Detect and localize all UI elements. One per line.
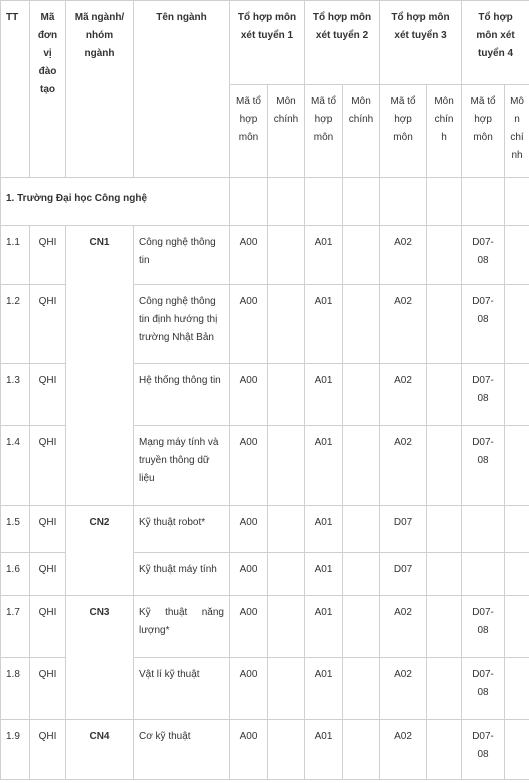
row-tt: 1.2 [1, 285, 30, 364]
row-main-3 [427, 226, 462, 285]
row-main-1 [268, 596, 305, 658]
row-combo-3: A02 [380, 364, 427, 426]
row-unit: QHI [30, 596, 66, 658]
row-main-2 [343, 285, 380, 364]
row-main-2 [343, 364, 380, 426]
row-main-1 [268, 226, 305, 285]
row-combo-3: A02 [380, 285, 427, 364]
row-main-1 [268, 364, 305, 426]
row-combo-4: D07-08 [462, 285, 505, 364]
row-tt: 1.3 [1, 364, 30, 426]
header-row [1, 1, 529, 85]
row-main-3 [427, 658, 462, 720]
row-major-name: Kỹ thuật năng lượng* [134, 596, 230, 658]
row-combo-2: A01 [305, 596, 343, 658]
row-combo-2: A01 [305, 364, 343, 426]
row-combo-3: A02 [380, 720, 427, 780]
section-title: 1. Trường Đại học Công nghệ [1, 178, 230, 226]
subheader-main-4: Môn chính [505, 85, 529, 178]
row-unit: QHI [30, 553, 66, 596]
row-unit: QHI [30, 426, 66, 506]
row-unit: QHI [30, 720, 66, 780]
row-combo-1: A00 [230, 553, 268, 596]
row-combo-4: D07-08 [462, 364, 505, 426]
row-combo-1: A00 [230, 506, 268, 553]
header-combo-2: Tổ hợp môn xét tuyển 2 [305, 1, 380, 85]
row-tt: 1.7 [1, 596, 30, 658]
header-combo-4: Tổ hợp môn xét tuyển 4 [462, 1, 529, 85]
row-combo-1: A00 [230, 364, 268, 426]
row-main-3 [427, 364, 462, 426]
row-combo-3: D07 [380, 553, 427, 596]
row-combo-4: D07-08 [462, 426, 505, 506]
row-main-3 [427, 426, 462, 506]
row-combo-1: A00 [230, 720, 268, 780]
row-tt: 1.9 [1, 720, 30, 780]
row-combo-4: D07-08 [462, 658, 505, 720]
row-main-2 [343, 658, 380, 720]
subheader-code-3: Mã tổ hợp môn [380, 85, 427, 178]
row-main-1 [268, 658, 305, 720]
group-code-cell: CN2 [66, 506, 134, 596]
subheader-main-3: Môn chính [427, 85, 462, 178]
group-code-cell: CN4 [66, 720, 134, 780]
subheader-code-4: Mã tổ hợp môn [462, 85, 505, 178]
header-unit-code: Mã đơn vị đào tạo [30, 1, 66, 178]
row-combo-1: A00 [230, 285, 268, 364]
table-row [1, 226, 529, 285]
header-major-name: Tên ngành [134, 1, 230, 178]
row-main-3 [427, 720, 462, 780]
row-main-2 [343, 226, 380, 285]
row-major-name: Công nghệ thông tin [134, 226, 230, 285]
row-combo-3: A02 [380, 426, 427, 506]
row-main-2 [343, 553, 380, 596]
row-main-1 [268, 720, 305, 780]
row-combo-4: D07-08 [462, 226, 505, 285]
row-combo-4 [462, 553, 505, 596]
subheader-main-2: Môn chính [343, 85, 380, 178]
row-unit: QHI [30, 226, 66, 285]
subheader-main-1: Môn chính [268, 85, 305, 178]
row-unit: QHI [30, 285, 66, 364]
row-main-4 [505, 506, 529, 553]
row-combo-1: A00 [230, 596, 268, 658]
row-main-1 [268, 553, 305, 596]
row-major-name: Vật lí kỹ thuật [134, 658, 230, 720]
row-main-1 [268, 285, 305, 364]
group-code-cell: CN3 [66, 596, 134, 720]
row-combo-1: A00 [230, 426, 268, 506]
row-combo-2: A01 [305, 226, 343, 285]
row-main-1 [268, 426, 305, 506]
row-main-4 [505, 596, 529, 658]
row-main-3 [427, 506, 462, 553]
row-main-2 [343, 720, 380, 780]
row-combo-1: A00 [230, 658, 268, 720]
row-main-3 [427, 553, 462, 596]
row-major-name: Kỹ thuật máy tính [134, 553, 230, 596]
row-main-2 [343, 596, 380, 658]
row-tt: 1.5 [1, 506, 30, 553]
row-combo-4 [462, 506, 505, 553]
row-main-3 [427, 285, 462, 364]
row-unit: QHI [30, 506, 66, 553]
subheader-code-1: Mã tổ hợp môn [230, 85, 268, 178]
row-combo-2: A01 [305, 506, 343, 553]
row-tt: 1.1 [1, 226, 30, 285]
row-major-name: Mạng máy tính và truyền thông dữ liệu [134, 426, 230, 506]
header-combo-3: Tổ hợp môn xét tuyển 3 [380, 1, 462, 85]
row-combo-2: A01 [305, 553, 343, 596]
group-code-cell: CN1 [66, 226, 134, 506]
row-tt: 1.8 [1, 658, 30, 720]
row-combo-4: D07-08 [462, 720, 505, 780]
row-main-4 [505, 226, 529, 285]
row-main-3 [427, 596, 462, 658]
row-major-name: Công nghệ thông tin định hướng thị trường Nhật Bản [134, 285, 230, 364]
row-major-name: Cơ kỹ thuật [134, 720, 230, 780]
header-group-code: Mã ngành/ nhóm ngành [66, 1, 134, 178]
table-row [1, 506, 529, 553]
row-combo-2: A01 [305, 426, 343, 506]
row-main-1 [268, 506, 305, 553]
row-combo-3: A02 [380, 596, 427, 658]
table-row [1, 596, 529, 658]
row-main-4 [505, 426, 529, 506]
row-unit: QHI [30, 364, 66, 426]
row-main-4 [505, 285, 529, 364]
subheader-code-2: Mã tổ hợp môn [305, 85, 343, 178]
row-tt: 1.4 [1, 426, 30, 506]
header-tt: TT [1, 1, 30, 178]
row-unit: QHI [30, 658, 66, 720]
table-row [1, 720, 529, 780]
section-row [1, 178, 529, 226]
row-major-name: Kỹ thuật robot* [134, 506, 230, 553]
row-combo-3: D07 [380, 506, 427, 553]
row-main-4 [505, 720, 529, 780]
row-combo-2: A01 [305, 285, 343, 364]
row-combo-1: A00 [230, 226, 268, 285]
row-main-2 [343, 506, 380, 553]
row-main-4 [505, 658, 529, 720]
header-combo-1: Tổ hợp môn xét tuyển 1 [230, 1, 305, 85]
row-combo-3: A02 [380, 226, 427, 285]
row-main-4 [505, 553, 529, 596]
row-combo-3: A02 [380, 658, 427, 720]
row-main-2 [343, 426, 380, 506]
row-combo-2: A01 [305, 720, 343, 780]
row-combo-2: A01 [305, 658, 343, 720]
row-major-name: Hệ thống thông tin [134, 364, 230, 426]
row-tt: 1.6 [1, 553, 30, 596]
row-main-4 [505, 364, 529, 426]
row-combo-4: D07-08 [462, 596, 505, 658]
